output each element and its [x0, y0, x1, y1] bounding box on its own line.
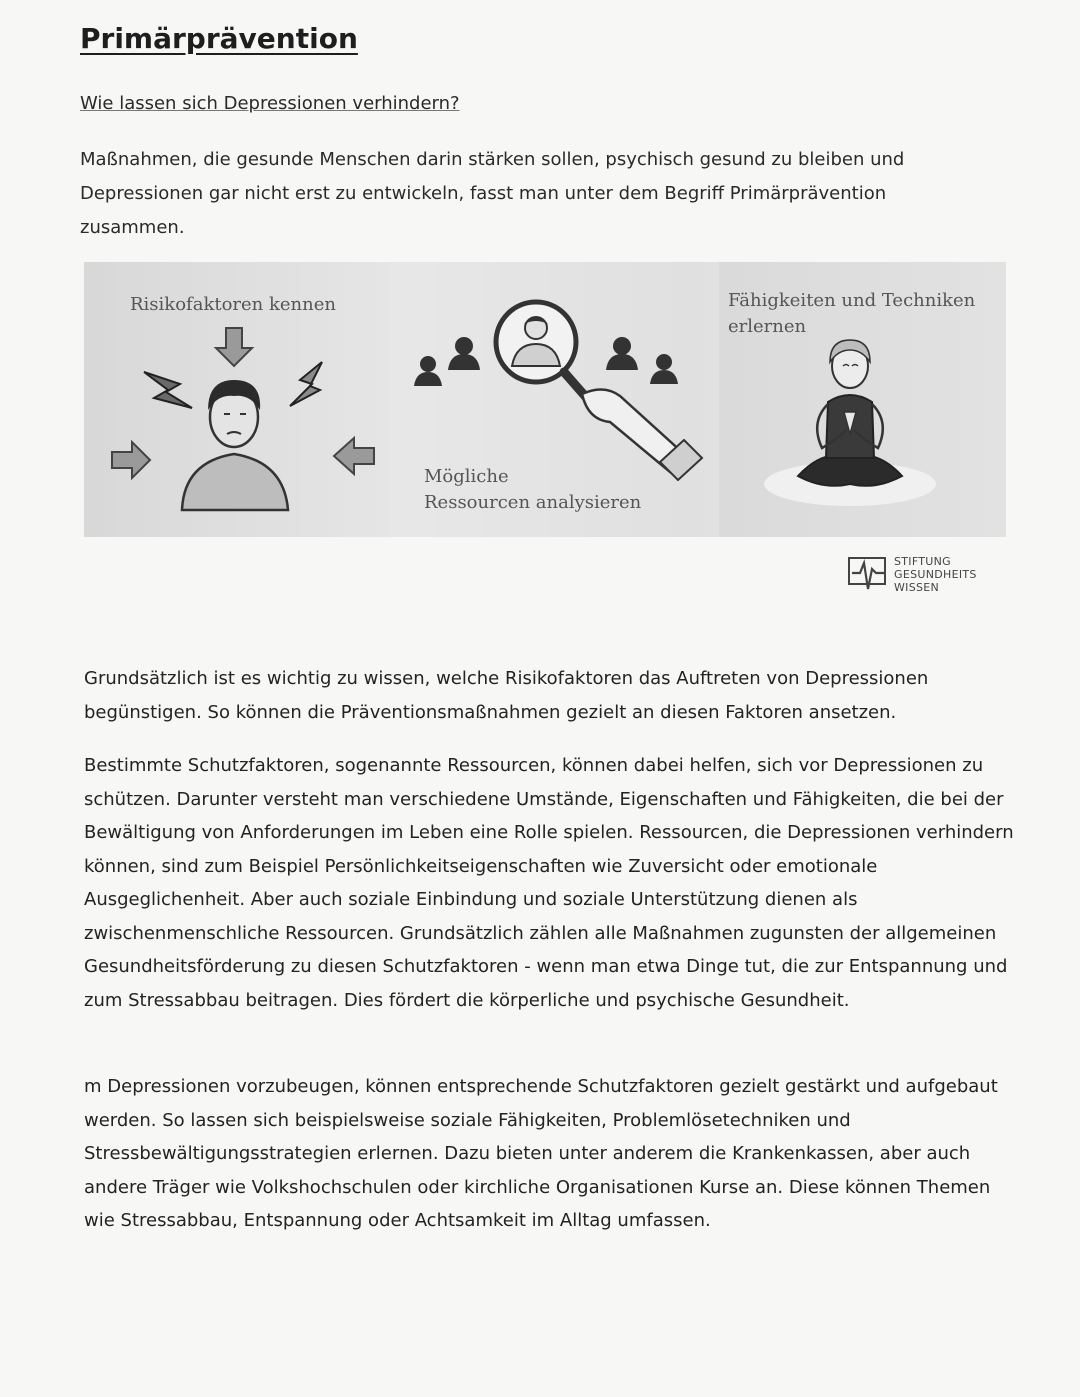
panel-label-resources-line1: Mögliche: [424, 466, 509, 487]
section-question: Wie lassen sich Depressionen verhindern?: [80, 93, 460, 114]
lightning-right-icon: [290, 362, 322, 406]
intro-paragraph: Maßnahmen, die gesunde Menschen darin stärken sollen, psychisch gesund zu bleiben und Depressionen gar nicht erst zu entwickeln, fasst man unter dem Begriff Primärprävention zusammen.: [80, 149, 905, 238]
logo-text-line3: WISSEN: [894, 581, 940, 594]
body-paragraph-protective-factors: Bestimmte Schutzfaktoren, sogenannte Ressourcen, können dabei helfen, sich vor Depressionen zu schützen. Darunter versteht man verschiedene Umstände, Eigenschaften und Fähigkeiten, die bei der Bewältigung von Anforderungen im Leben eine Rolle spielen. Ressourcen, die Depressionen verhindern können, sind zum Beispiel Persönlichkeitseigenschaften wie Zuversicht oder emotionale Ausgeglichenheit. Aber auch soziale Einbindung und soziale Unterstützung dienen als zwischenmenschliche Ressourcen. Grundsätzlich zählen alle Maßnahmen zugunsten der allgemeinen Gesundheitsförderung zu diesen Schutzfaktoren - wenn man etwa Dinge tut, die zur Entspannung und zum Stressabbau beitragen. Dies fördert die körperliche und psychische Gesundheit.: [84, 755, 1014, 1011]
panel-label-resources: [424, 464, 641, 516]
logo-text: [894, 555, 977, 594]
panel-label-risk-factors: Risikofaktoren kennen: [130, 294, 336, 315]
body-paragraph-risk-factors: Grundsätzlich ist es wichtig zu wissen, welche Risikofaktoren das Auftreten von Depressionen begünstigen. So können die Präventionsmaßnahmen gezielt an diesen Faktoren ansetzen.: [84, 668, 929, 723]
panel-label-skills: [728, 288, 975, 340]
logo-text-line1: STIFTUNG: [894, 555, 952, 568]
meditating-person-icon: [764, 340, 936, 506]
logo-mark-icon: [846, 553, 890, 597]
panel-label-skills-line1: Fähigkeiten und Techniken: [728, 290, 976, 311]
stressed-person-icon: [182, 380, 288, 510]
panel-label-resources-line2: Ressourcen analysieren: [424, 492, 642, 513]
stiftung-gesundheitswissen-logo: [846, 553, 1006, 601]
body-paragraph-strengthening: m Depressionen vorzubeugen, können entsprechende Schutzfaktoren gezielt gestärkt und aufgebaut werden. So lassen sich beispielsweise soziale Fähigkeiten, Problemlösetechniken und Stressbewältigungsstrategien erlernen. Dazu bieten unter anderem die Krankenkassen, aber auch andere Träger wie Volkshochschulen oder kirchliche Organisationen Kurse an. Diese können Themen wie Stressabbau, Entspannung oder Achtsamkeit im Alltag umfassen.: [84, 1076, 998, 1231]
logo-text-line2: GESUNDHEITS: [894, 568, 977, 581]
panel-label-skills-line2: erlernen: [728, 316, 807, 337]
arrow-down-icon: [216, 328, 252, 366]
lightning-left-icon: [144, 372, 192, 408]
arrow-left-icon: [334, 438, 374, 474]
arrow-right-icon: [112, 442, 150, 478]
page-title: Primärprävention: [80, 22, 358, 55]
prevention-illustration: [84, 262, 1006, 537]
